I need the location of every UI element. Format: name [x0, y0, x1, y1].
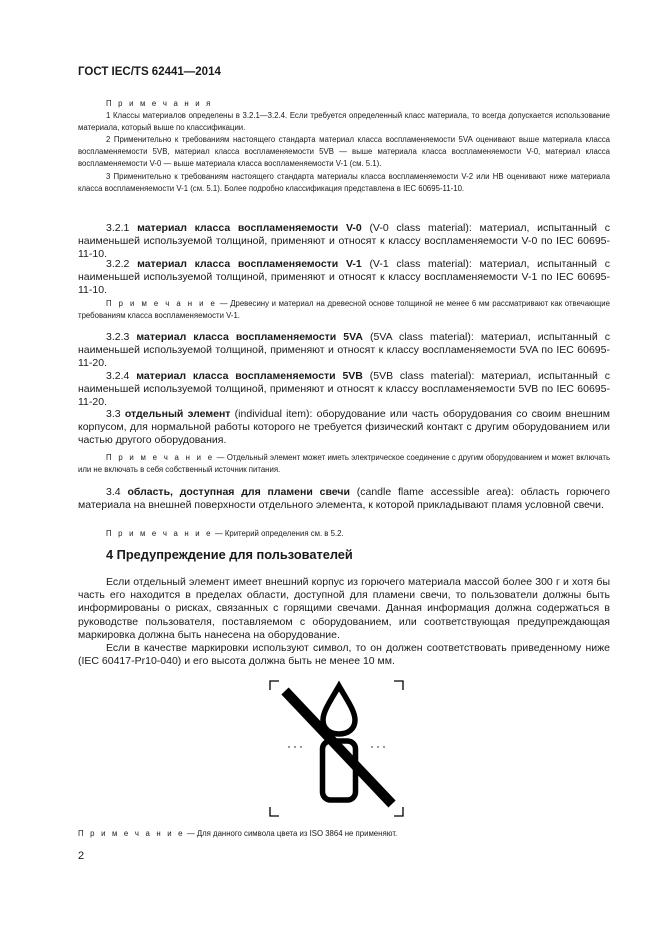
- definition-3-4: [78, 486, 610, 512]
- note-label: П р и м е ч а н и е: [106, 299, 218, 308]
- note-text: — Критерий определения см. в 5.2.: [212, 529, 344, 538]
- paragraph: Если отдельный элемент имеет внешний корпус из горючего материала массой более 300 г и хотя бы часть его находится в пределах области, доступной для пламени свечи, то пользователи должны быть информированы о рисках, связанных с горящими свечами. Данная информация должна содержаться в руководстве пользователя, поставляемом с оборудованием, или соответствующая предупреждающая маркировка должна быть нанесена на оборудование.: [78, 576, 610, 641]
- note-item-1: 1 Классы материалов определены в 3.2.1—3.2.4. Если требуется определенный класс материала, то всегда допускается использование материала, который выше по классификации.: [78, 111, 610, 133]
- def-term: область, доступная для пламени свечи: [127, 486, 350, 498]
- note-label: П р и м е ч а н и е: [106, 453, 215, 462]
- def-number: 3.3: [106, 408, 121, 420]
- note-label: П р и м е ч а н и е: [106, 529, 213, 538]
- note-text: — Отдельный элемент может иметь электрическое соединение с другим оборудованием и может включать или не включать в себя собственный источник питания.: [78, 453, 611, 475]
- def-number: 3.2.1: [106, 222, 130, 234]
- def-text: (5VA class material): материал, испытанный с наименьшей используемой толщиной, применяют и относят к классу воспламеняемости 5VA по IEC 60695-11-20.: [78, 331, 610, 370]
- note-3-4: [78, 528, 610, 540]
- definition-3-3: [78, 408, 610, 448]
- definition-3-2-4: [78, 370, 610, 410]
- flame-icon: [323, 686, 355, 734]
- def-number: 3.4: [106, 486, 121, 498]
- def-number: 3.2.4: [106, 370, 130, 382]
- notes-label: П р и м е ч а н и я: [106, 99, 213, 108]
- def-term: материал класса воспламеняемости V-1: [137, 258, 362, 270]
- note-bottom: [78, 828, 610, 840]
- definition-3-2-3: [78, 331, 610, 371]
- def-text: (5VB class material): материал, испытанный с наименьшей используемой толщиной, применяют и относят к классу воспламеняемости 5VB по IEC 60695-11-20.: [78, 370, 611, 409]
- def-text: (V-0 class material): материал, испытанный с наименьшей используемой толщиной, применяют и относят к классу воспламеняемости V-0 по IEC 60695-11-10.: [78, 222, 610, 261]
- definition-3-2-2: [78, 258, 610, 298]
- section-heading: 4 Предупреждение для пользователей: [106, 547, 353, 562]
- def-number: 3.2.2: [106, 258, 130, 270]
- def-text: (candle flame accessible area): область горючего материала на внешней поверхности отдельного элемента, к которой прикладывают пламя условной свечи.: [78, 486, 610, 512]
- note-text: — Для данного символа цвета из ISO 3864 не применяют.: [184, 829, 398, 838]
- def-term: материал класса воспламеняемости 5VB: [136, 370, 363, 382]
- note-3-3: [78, 452, 610, 476]
- page-number: 2: [78, 850, 85, 862]
- paragraph: Если в качестве маркировки используют символ, то он должен соответствовать приведенному ниже (IEC 60417-Pr10-040) и его высота должна быть не менее 10 мм.: [78, 642, 610, 668]
- note-item-3: 3 Применительно к требованиям настоящего стандарта материалы класса воспламеняемости V-2 или HB оценивают ниже материала класса воспламеняемости V-1 (см. 5.1). Более подробно классификация представлена в IEC 60695-11-10.: [78, 171, 610, 193]
- note-item-2: 2 Применительно к требованиям настоящего стандарта материал класса воспламеняемости 5VA оценивают выше материала класса воспламеняемости 5VB, материал класса воспламеняемости 5VB — выше материала класса воспламеняемости V-0, материал класса воспламеняемости V-0 — выше материала класса воспламеняемости V-1 (см. 5.1).: [78, 135, 610, 169]
- notes-top: [78, 98, 610, 195]
- def-term: материал класса воспламеняемости V-0: [137, 222, 362, 234]
- note-3-2-2: [78, 298, 610, 322]
- note-text: — Древесину и материал на древесной основе толщиной не менее 6 мм рассматривают как отвечающие требованиям класса воспламеняемости V-1.: [78, 299, 610, 321]
- note-label: П р и м е ч а н и е: [78, 829, 185, 838]
- no-candle-icon: [269, 680, 404, 817]
- def-text: (V-1 class material): материал, испытанный с наименьшей используемой толщиной, применяют и относят к классу воспламеняемости V-1 по IEC 60695-11-10.: [78, 258, 610, 297]
- def-term: отдельный элемент: [124, 408, 231, 420]
- def-term: материал класса воспламеняемости 5VA: [136, 331, 363, 343]
- def-number: 3.2.3: [106, 331, 130, 343]
- definition-3-2-1: [78, 222, 610, 262]
- def-text: (individual item): оборудование или часть оборудования со своим внешним корпусом, для нормальной работы которого не требуется физический контакт с другим оборудованием или частью другого оборудования.: [78, 408, 610, 447]
- document-header: ГОСТ IEC/TS 62441—2014: [78, 66, 221, 78]
- section-4-body: [78, 576, 610, 668]
